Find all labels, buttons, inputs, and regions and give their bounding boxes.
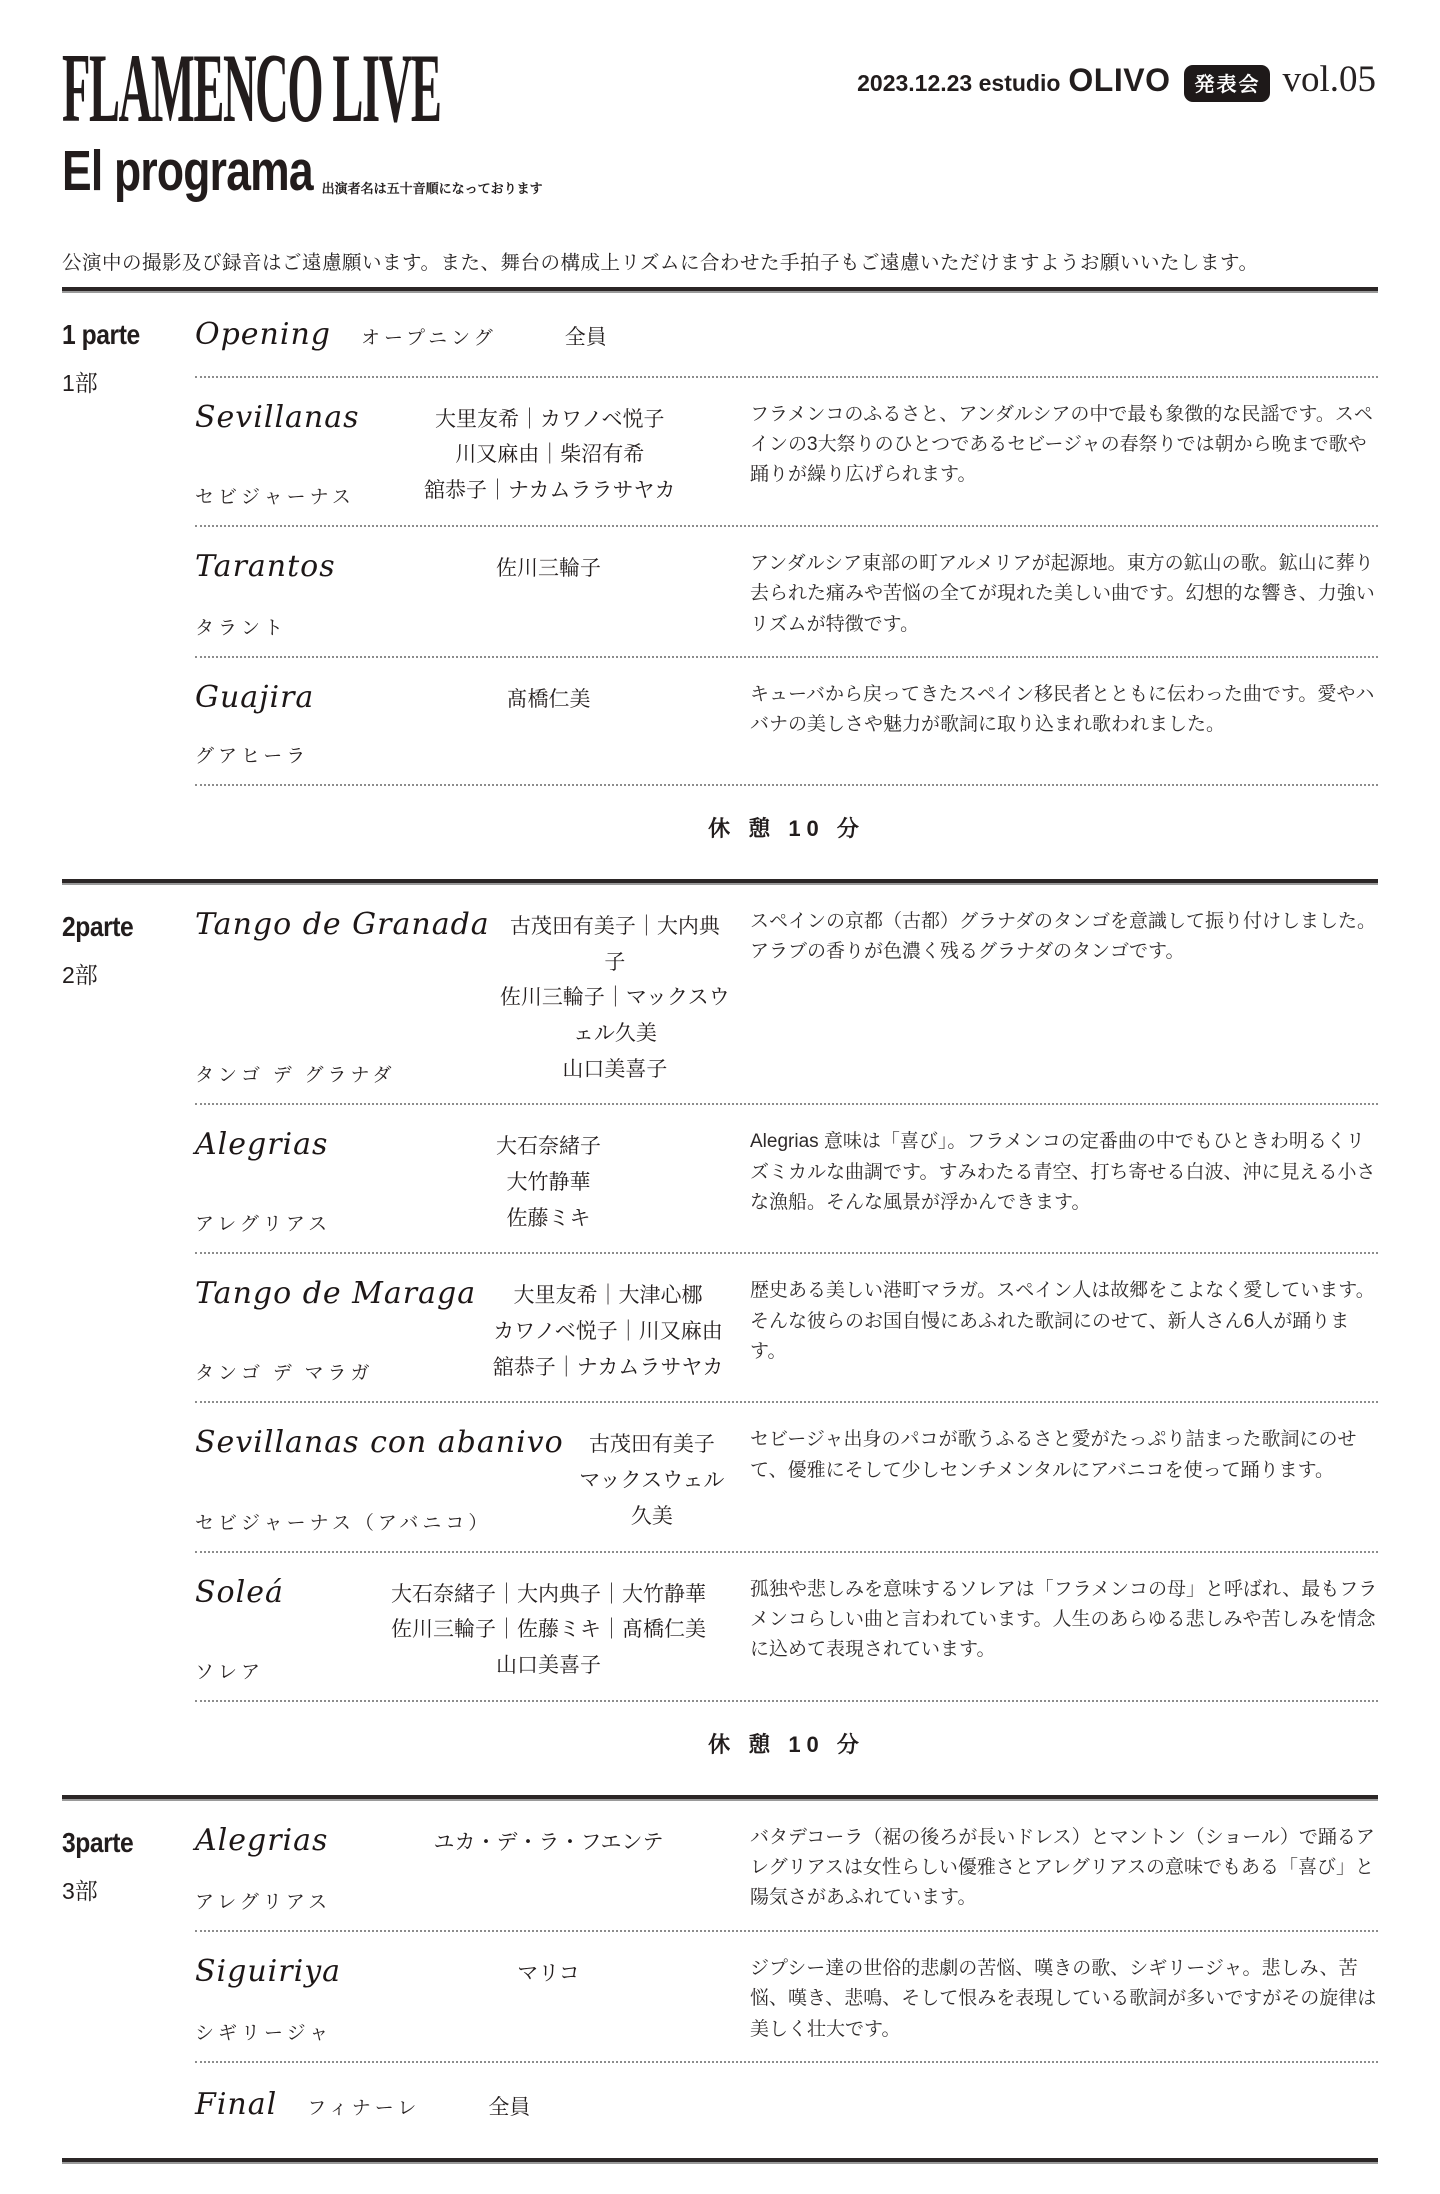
- item-performers: [486, 1276, 730, 1385]
- page-title: FLAMENCO LIVE: [62, 34, 441, 143]
- performer-line: 大竹静華: [506, 1170, 591, 1195]
- part-label: 3parte: [62, 1826, 134, 1858]
- part-label: 2parte: [62, 910, 134, 942]
- program-item-alegrias-2: [195, 1105, 1378, 1254]
- program-item-tango-de-maraga: [195, 1254, 1378, 1403]
- part-label-jp: 2部: [62, 961, 98, 988]
- item-title-jp: セビジャーナス: [195, 486, 355, 508]
- item-performers: [367, 1127, 730, 1236]
- item-description: キューバから戻ってきたスペイン移民者とともに伝わった曲です。愛やハバナの美しさや魅力が歌詞に取り込まれ歌われました。: [750, 683, 1375, 736]
- performer-line: ユカ・デ・ラ・フエンテ: [433, 1829, 664, 1854]
- item-performers: [488, 2090, 530, 2126]
- performer-line: 髙橋仁美: [506, 686, 591, 711]
- item-performers: [370, 400, 730, 509]
- event-date: 2023.12.23 estudio: [857, 70, 1061, 96]
- item-title: Sevillanas con abanivo: [195, 1425, 564, 1461]
- studio-name: OLIVO: [1068, 62, 1171, 98]
- item-performers: [500, 907, 730, 1087]
- performer-line: 大石奈緒子｜大内典子｜大竹静華: [391, 1581, 706, 1606]
- item-title: Guajira: [195, 679, 315, 715]
- item-title: Alegrias: [195, 1127, 329, 1163]
- item-title: Tango de Maraga: [195, 1276, 477, 1312]
- program-item-guajira: [195, 658, 1378, 786]
- performer-line: 佐川三輪子｜佐藤ミキ｜髙橋仁美: [391, 1617, 706, 1642]
- item-title: Opening: [195, 317, 331, 352]
- item-description: フラメンコのふるさと、アンダルシアの中で最も象徴的な民謡です。スペインの3大祭りのひとつであるセビージャの春祭りでは朝から晩まで歌や踊りが繰り広げられます。: [750, 403, 1373, 486]
- item-performers: [574, 1425, 730, 1534]
- item-performers: [367, 549, 730, 640]
- item-description: 孤独や悲しみを意味するソレアは「フラメンコの母」と呼ばれ、最もフラメンコらしい曲と言われています。人生のあらゆる悲しみや苦しみを情念に込めて表現されています。: [750, 1578, 1378, 1661]
- performer-line: 佐川三輪子｜マックスウェル久美: [499, 985, 730, 1045]
- item-title-jp: タンゴ デ マラガ: [195, 1363, 374, 1385]
- performer-line: 古茂田有美子: [588, 1432, 715, 1457]
- performer-line: マックスウェル久美: [579, 1468, 725, 1528]
- item-title: Soleá: [195, 1574, 284, 1610]
- performer-line: 大里友希｜カワノベ悦子: [435, 406, 665, 431]
- item-description: スペインの京都（古都）グラナダのタンゴを意識して振り付けしました。アラブの香りが色濃く残るグラナダのタンゴです。: [750, 910, 1377, 963]
- item-title: Tango de Granada: [195, 906, 490, 942]
- item-performers: [367, 680, 730, 768]
- performer-line: 全員: [564, 325, 607, 349]
- part-label-jp: 1部: [62, 370, 98, 396]
- program-item-opening: [195, 293, 1378, 378]
- performer-line: 佐川三輪子: [496, 555, 601, 580]
- part-label-block: [62, 885, 195, 1783]
- performer-line: カワノベ悦子｜川又麻由: [493, 1319, 723, 1344]
- performer-line: 川又麻由｜柴沼有希: [455, 442, 645, 467]
- item-description: ジプシー達の世俗的悲劇の苦悩、嘆きの歌、シギリージャ。悲しみ、苦悩、嘆き、悲鳴、そして恨みを表現している歌詞が多いですがその旋律は美しく壮大です。: [750, 1957, 1377, 2040]
- performer-line: 佐藤ミキ: [506, 1205, 591, 1230]
- item-title-jp: オープニング: [361, 328, 497, 349]
- performer-line: 舘恭子｜ナカムラサヤカ: [492, 1354, 724, 1379]
- program-item-solea: [195, 1553, 1378, 1702]
- item-description: Alegrias 意味は「喜び」。フラメンコの定番曲の中でもひときわ明るくリズミカルな曲調です。すみわたる青空、打ち寄せる白波、沖に見える小さな漁船。そんな風景が浮かんできます。: [750, 1131, 1376, 1214]
- part-label-jp: 3部: [62, 1877, 98, 1904]
- item-performers: [565, 320, 607, 356]
- item-performers: [367, 1575, 730, 1684]
- item-title: Siguiriya: [195, 1953, 342, 1989]
- performer-line: 大石奈緒子: [496, 1134, 601, 1159]
- performer-line: 山口美喜子: [496, 1652, 601, 1677]
- item-title-jp: タンゴ デ グラナダ: [195, 1065, 396, 1087]
- program-item-siguiriya: [195, 1932, 1378, 2063]
- performer-line: 山口美喜子: [562, 1056, 668, 1081]
- intermission-label: 休 憩 10 分: [708, 815, 865, 841]
- item-description: アンダルシア東部の町アルメリアが起源地。東方の鉱山の歌。鉱山に葬り去られた痛みや苦悩の全てが現れた美しい曲です。幻想的な響き、力強いリズムが特徴です。: [750, 552, 1375, 635]
- part-label-block: [62, 1801, 195, 2146]
- performer-line: 舘恭子｜ナカムララサヤカ: [423, 478, 676, 503]
- performer-line: 大里友希｜大津心梛: [513, 1283, 703, 1308]
- program-item-tarantos: [195, 527, 1378, 658]
- intermission-label: 休 憩 10 分: [708, 1731, 865, 1757]
- item-description: 歴史ある美しい港町マラガ。スペイン人は故郷をこよなく愛しています。そんな彼らのお国自慢にあふれた歌詞にのせて、新人さん6人が踊ります。: [750, 1280, 1375, 1363]
- performer-line: 全員: [488, 2094, 531, 2119]
- item-title-jp: タラント: [195, 617, 288, 639]
- item-title: Alegrias: [195, 1822, 329, 1858]
- program-subtitle: El programa: [62, 139, 313, 204]
- item-title-jp: セビジャーナス（アバニコ）: [195, 1512, 492, 1534]
- section-1-parte: [62, 293, 1378, 867]
- program-item-tango-de-granada: [195, 885, 1378, 1105]
- item-performers: [367, 1954, 730, 2045]
- volume-number: vol.05: [1282, 59, 1376, 100]
- item-performers: [367, 1823, 730, 1914]
- item-title-jp: アレグリアス: [195, 1891, 332, 1913]
- program-item-alegrias-3: [195, 1801, 1378, 1932]
- subtitle-note: 出演者名は五十音順になっております: [321, 181, 543, 197]
- notice-text: 公演中の撮影及び録音はご遠慮願います。また、舞台の構成上リズムに合わせた手拍子もご遠慮いただけますようお願いいたします。: [62, 252, 1259, 274]
- section-3-parte: [62, 1801, 1378, 2146]
- program-item-sevillanas-con-abanivo: [195, 1403, 1378, 1552]
- event-info: [857, 58, 1376, 102]
- performer-line: 古茂田有美子｜大内典子: [509, 913, 720, 974]
- performer-line: マリコ: [517, 1960, 580, 1985]
- item-title-jp: グアヒーラ: [195, 745, 310, 767]
- item-title-jp: アレグリアス: [195, 1214, 332, 1236]
- item-title: Tarantos: [195, 548, 336, 584]
- part-label-block: [62, 293, 195, 867]
- item-title: Sevillanas: [195, 399, 360, 435]
- event-badge: 発表会: [1184, 65, 1270, 102]
- item-title-jp: ソレア: [195, 1661, 265, 1683]
- section-2-parte: [62, 885, 1378, 1783]
- item-description: バタデコーラ（裾の後ろが長いドレス）とマントン（ショール）で踊るアレグリアスは女性らしい優雅さとアレグリアスの意味でもある「喜び」と陽気さがあふれています。: [750, 1826, 1375, 1909]
- item-title: Final: [195, 2086, 278, 2122]
- program-item-sevillanas: [195, 378, 1378, 527]
- section-divider: [62, 2158, 1378, 2164]
- program-item-final: [195, 2063, 1378, 2146]
- item-description: セビージャ出身のパコが歌うふるさと愛がたっぷり詰まった歌詞にのせて、優雅にそして少しセンチメンタルにアバニコを使って踊ります。: [750, 1429, 1357, 1481]
- header: [62, 34, 1378, 217]
- item-title-jp: シギリージャ: [195, 2022, 333, 2044]
- item-title-jp: フィナーレ: [307, 2097, 421, 2119]
- part-label: 1 parte: [62, 319, 140, 350]
